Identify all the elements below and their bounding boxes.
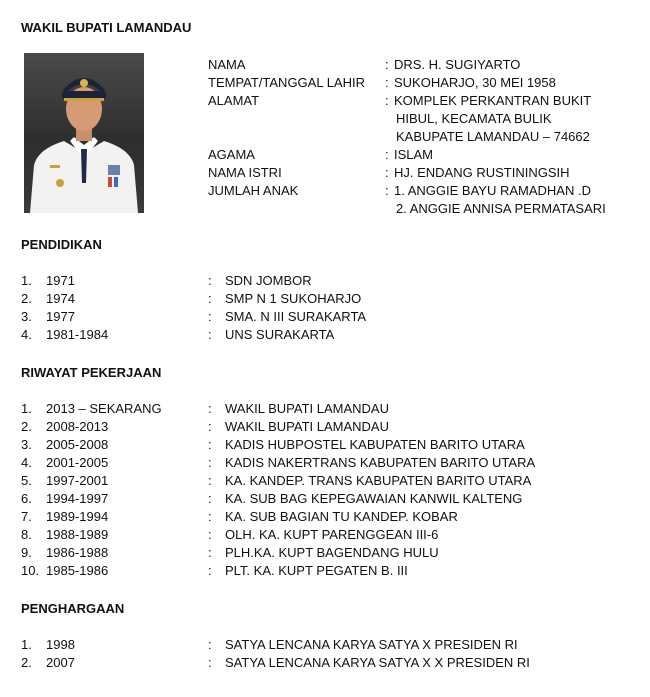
item-number: 2. — [21, 419, 32, 434]
bio-separator: : — [385, 183, 389, 198]
item-number: 2. — [21, 291, 32, 306]
item-number: 1. — [21, 401, 32, 416]
bio-separator: : — [385, 147, 389, 162]
item-number: 7. — [21, 509, 32, 524]
item-separator: : — [208, 655, 212, 670]
item-description: UNS SURAKARTA — [225, 327, 335, 342]
item-separator: : — [208, 473, 212, 488]
item-separator: : — [208, 401, 212, 416]
bio-separator: : — [385, 93, 389, 108]
bio-separator: : — [385, 165, 389, 180]
item-separator: : — [208, 437, 212, 452]
item-number: 8. — [21, 527, 32, 542]
item-separator: : — [208, 419, 212, 434]
bio-value: SUKOHARJO, 30 MEI 1958 — [394, 75, 556, 90]
item-number: 4. — [21, 327, 32, 342]
item-description: OLH. KA. KUPT PARENGGEAN III-6 — [225, 527, 439, 542]
item-separator: : — [208, 327, 212, 342]
item-description: KA. SUB BAGIAN TU KANDEP. KOBAR — [225, 509, 458, 524]
item-separator: : — [208, 291, 212, 306]
item-description: SMP N 1 SUKOHARJO — [225, 291, 362, 306]
item-separator: : — [208, 455, 212, 470]
section-heading: RIWAYAT PEKERJAAN — [21, 365, 162, 380]
item-number: 3. — [21, 309, 32, 324]
item-number: 2. — [21, 655, 32, 670]
section-heading: PENGHARGAAN — [21, 601, 125, 616]
item-year: 2008-2013 — [46, 419, 109, 434]
bio-label: AGAMA — [208, 147, 255, 162]
item-description: WAKIL BUPATI LAMANDAU — [225, 401, 389, 416]
item-year: 2013 – SEKARANG — [46, 401, 162, 416]
bio-value: KOMPLEK PERKANTRAN BUKIT — [394, 93, 592, 108]
item-number: 6. — [21, 491, 32, 506]
bio-label: ALAMAT — [208, 93, 260, 108]
item-description: SMA. N III SURAKARTA — [225, 309, 367, 324]
bio-label: JUMLAH ANAK — [208, 183, 299, 198]
item-separator: : — [208, 509, 212, 524]
bio-label: NAMA ISTRI — [208, 165, 282, 180]
item-description: WAKIL BUPATI LAMANDAU — [225, 419, 389, 434]
item-separator: : — [208, 491, 212, 506]
page-title: WAKIL BUPATI LAMANDAU — [21, 20, 192, 35]
item-description: PLH.KA. KUPT BAGENDANG HULU — [225, 545, 439, 560]
item-year: 2007 — [46, 655, 75, 670]
item-year: 2001-2005 — [46, 455, 109, 470]
item-separator: : — [208, 545, 212, 560]
bio-label: NAMA — [208, 57, 246, 72]
item-separator: : — [208, 563, 212, 578]
item-year: 1977 — [46, 309, 75, 324]
item-number: 5. — [21, 473, 32, 488]
item-description: KA. KANDEP. TRANS KABUPATEN BARITO UTARA — [225, 473, 532, 488]
item-year: 1986-1988 — [46, 545, 109, 560]
official-portrait-image — [24, 53, 144, 213]
item-year: 2005-2008 — [46, 437, 109, 452]
item-description: SATYA LENCANA KARYA SATYA X X PRESIDEN RI — [225, 655, 530, 670]
item-number: 10. — [21, 563, 40, 578]
item-number: 4. — [21, 455, 32, 470]
item-description: KADIS NAKERTRANS KABUPATEN BARITO UTARA — [225, 455, 536, 470]
item-year: 1971 — [46, 273, 75, 288]
item-year: 1989-1994 — [46, 509, 109, 524]
item-year: 1985-1986 — [46, 563, 109, 578]
item-year: 1981-1984 — [46, 327, 109, 342]
bio-value-continued: 2. ANGGIE ANNISA PERMATASARI — [396, 201, 606, 216]
item-year: 1998 — [46, 637, 75, 652]
item-number: 1. — [21, 273, 32, 288]
item-description: KADIS HUBPOSTEL KABUPATEN BARITO UTARA — [225, 437, 525, 452]
bio-label: TEMPAT/TANGGAL LAHIR — [208, 75, 365, 90]
item-separator: : — [208, 309, 212, 324]
item-number: 9. — [21, 545, 32, 560]
item-year: 1994-1997 — [46, 491, 109, 506]
bio-value: DRS. H. SUGIYARTO — [394, 57, 521, 72]
bio-separator: : — [385, 75, 389, 90]
item-separator: : — [208, 527, 212, 542]
item-year: 1997-2001 — [46, 473, 109, 488]
bio-value-continued: KABUPATE LAMANDAU – 74662 — [396, 129, 590, 144]
bio-value-continued: HIBUL, KECAMATA BULIK — [396, 111, 552, 126]
bio-separator: : — [385, 57, 389, 72]
portrait-photo — [24, 53, 144, 213]
item-separator: : — [208, 637, 212, 652]
item-description: SATYA LENCANA KARYA SATYA X PRESIDEN RI — [225, 637, 518, 652]
item-description: KA. SUB BAG KEPEGAWAIAN KANWIL KALTENG — [225, 491, 523, 506]
bio-value: HJ. ENDANG RUSTININGSIH — [394, 165, 570, 180]
item-year: 1988-1989 — [46, 527, 109, 542]
bio-value: ISLAM — [394, 147, 434, 162]
item-separator: : — [208, 273, 212, 288]
item-description: PLT. KA. KUPT PEGATEN B. III — [225, 563, 408, 578]
item-number: 3. — [21, 437, 32, 452]
section-heading: PENDIDIKAN — [21, 237, 102, 252]
item-year: 1974 — [46, 291, 75, 306]
item-description: SDN JOMBOR — [225, 273, 312, 288]
bio-value: 1. ANGGIE BAYU RAMADHAN .D — [394, 183, 591, 198]
item-number: 1. — [21, 637, 32, 652]
